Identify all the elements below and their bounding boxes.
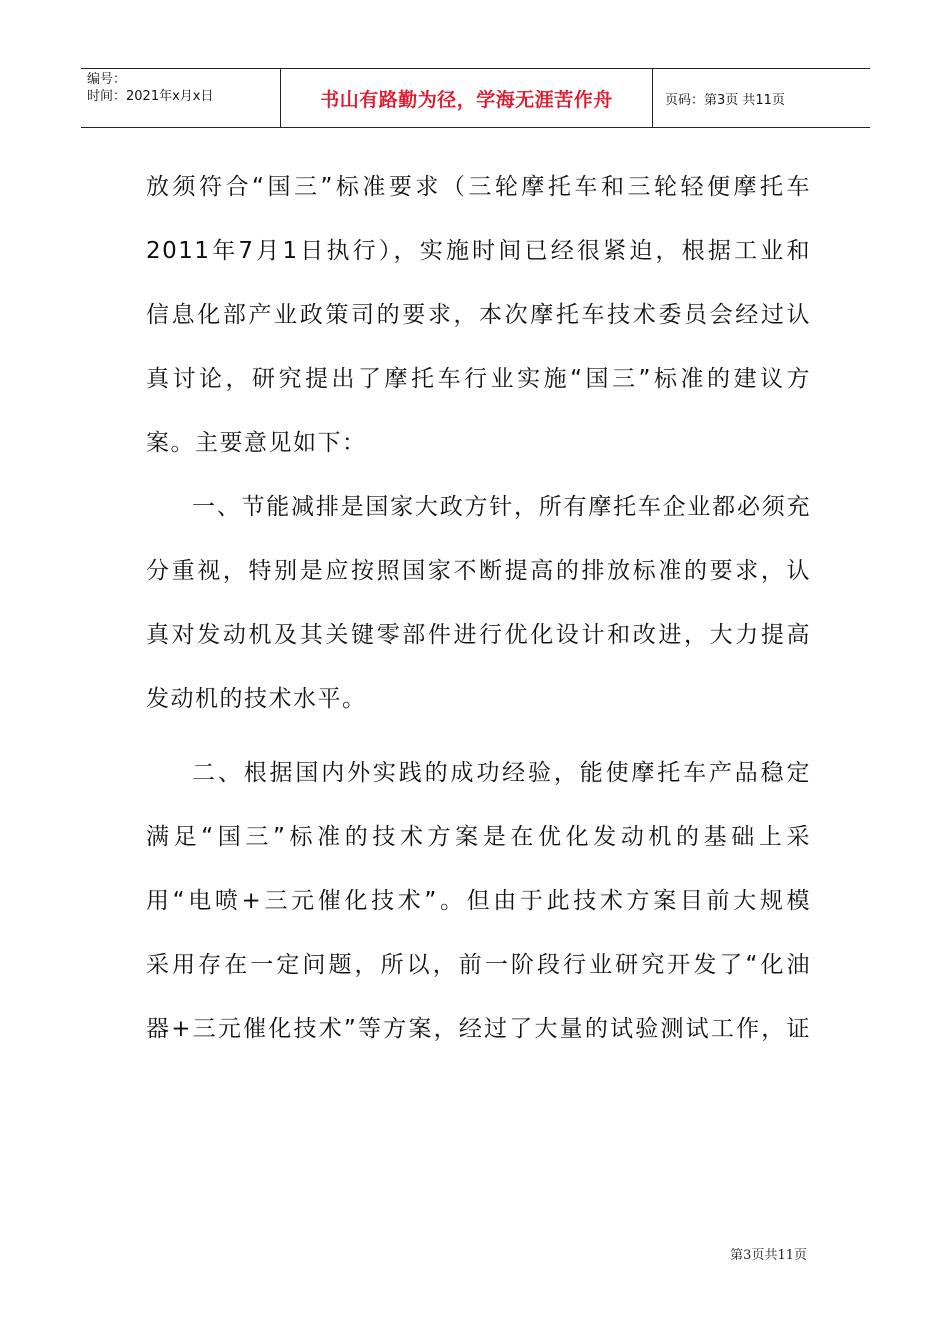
body-line: 分重视，特别是应按照国家不断提高的排放标准的要求，认 (146, 558, 811, 584)
body-line: 器+三元催化技术”等方案，经过了大量的试验测试工作，证 (146, 1016, 811, 1042)
body-line: 一、节能减排是国家大政方针，所有摩托车企业都必须充 (192, 494, 811, 520)
body-line: 发动机的技术水平。 (146, 686, 367, 712)
document-body (146, 155, 811, 1061)
header-motto-cell (281, 69, 653, 127)
body-line: 用“电喷+三元催化技术”。但由于此技术方案目前大规模 (146, 888, 811, 914)
body-line: 二、根据国内外实践的成功经验，能使摩托车产品稳定 (192, 760, 811, 786)
page-footer: 第3页共11页 (730, 1248, 807, 1263)
document-header (81, 68, 870, 128)
body-line: 信息化部产业政策司的要求，本次摩托车技术委员会经过认 (146, 302, 811, 328)
body-line: 案。主要意见如下： (146, 430, 367, 456)
body-line: 2011年7月1日执行），实施时间已经很紧迫，根据工业和 (146, 238, 811, 264)
header-page-cell (653, 69, 870, 127)
header-page-code: 页码：第3页 共11页 (665, 92, 785, 108)
document-date-label: 时间：2021年x月x日 (87, 89, 214, 104)
body-line: 放须符合“国三”标准要求（三轮摩托车和三轮轻便摩托车 (146, 174, 811, 200)
header-meta-cell (81, 69, 281, 127)
body-line: 真对发动机及其关键零部件进行优化设计和改进，大力提高 (146, 622, 811, 648)
body-line: 满足“国三”标准的技术方案是在优化发动机的基础上采 (146, 824, 811, 850)
body-line: 采用存在一定问题，所以，前一阶段行业研究开发了“化油 (146, 952, 811, 978)
header-motto: 书山有路勤为径，学海无涯苦作舟 (320, 88, 613, 111)
document-number-label: 编号： (87, 72, 127, 87)
body-line: 真讨论，研究提出了摩托车行业实施“国三”标准的建议方 (146, 366, 811, 392)
